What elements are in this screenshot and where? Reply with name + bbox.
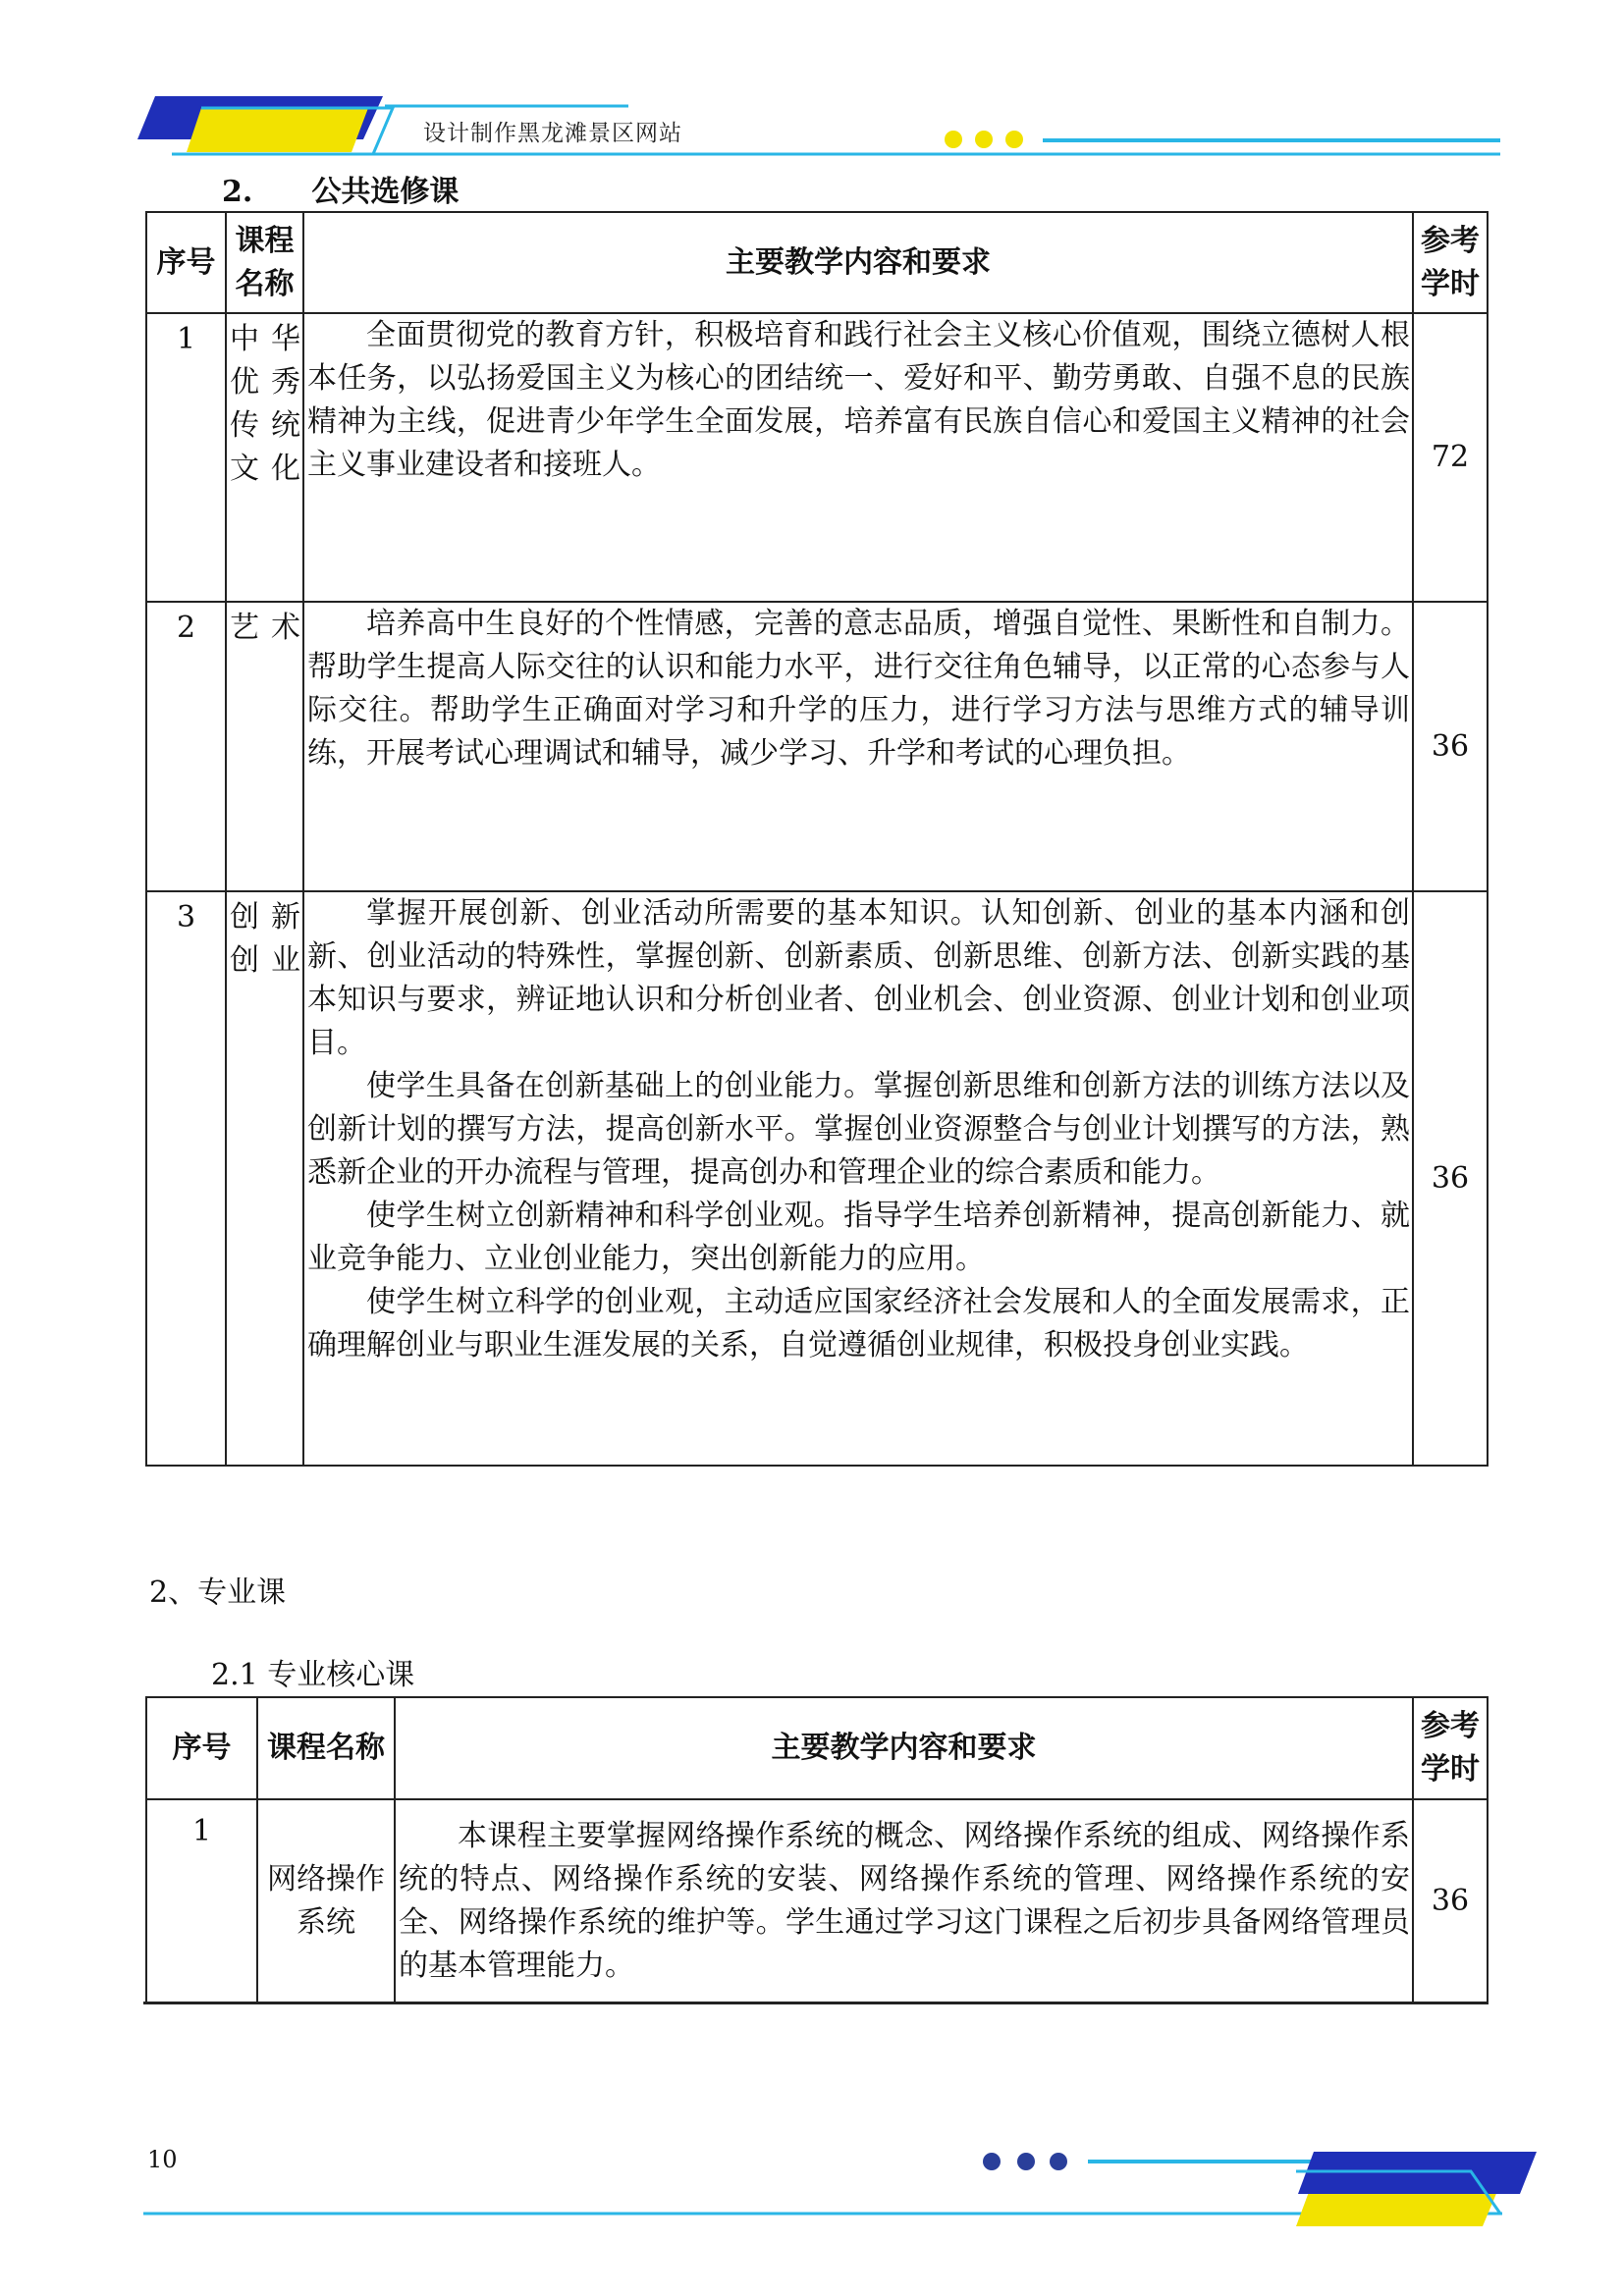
course-hours: 36	[1413, 891, 1488, 1466]
content-paragraph: 使学生树立创新精神和科学创业观。指导学生培养创新精神，提高创新能力、就业竞争能力、立业创业能力，突出创新能力的应用。	[307, 1199, 1410, 1276]
course-content	[303, 891, 1413, 1466]
content-paragraph: 使学生树立科学的创业观，主动适应国家经济社会发展和人的全面发展需求，正确理解创业与职业生涯发展的关系，自觉遵循创业规律，积极投身创业实践。	[307, 1285, 1410, 1362]
header-dot-1	[945, 131, 962, 148]
table-bottom-rule	[143, 2002, 1489, 2004]
course-content	[303, 602, 1413, 891]
col-header-content: 主要教学内容和要求	[303, 212, 1413, 313]
col-header-hours: 参考 学时	[1413, 1697, 1488, 1799]
subsection-heading-core: 2.1 专业核心课	[211, 1658, 415, 1692]
content-paragraph: 掌握开展创新、创业活动所需要的基本知识。认知创新、创业的基本内涵和创新、创业活动的特殊性，掌握创新、创新素质、创新思维、创新方法、创新实践的基本知识与要求，辨证地认识和分析创业者、创业机会、创业资源、创业计划和创业项目。	[307, 896, 1410, 1060]
header-dot-3	[1005, 131, 1023, 148]
table-header-row	[146, 1697, 1488, 1799]
table-row	[146, 313, 1488, 602]
course-name: 网络操作 系统	[257, 1799, 395, 2003]
course-hours: 36	[1413, 1799, 1488, 2003]
page-number: 10	[147, 2146, 178, 2173]
table-row	[146, 1799, 1488, 2003]
col-header-content: 主要教学内容和要求	[395, 1697, 1413, 1799]
content-paragraph: 本课程主要掌握网络操作系统的概念、网络操作系统的组成、网络操作系统的特点、网络操作系统的安装、网络操作系统的管理、网络操作系统的安全、网络操作系统的维护等。学生通过学习这门课程之后初步具备网络管理员的基本管理能力。	[399, 1819, 1410, 1983]
footer-banner-graphic	[0, 2140, 1624, 2258]
content-paragraph: 培养高中生良好的个性情感，完善的意志品质，增强自觉性、果断性和自制力。帮助学生提高人际交往的认识和能力水平，进行交往角色辅导，以正常的心态参与人际交往。帮助学生正确面对学习和升学的压力，进行学习方法与思维方式的辅导训练，开展考试心理调试和辅导，减少学习、升学和考试的心理负担。	[307, 607, 1410, 771]
row-number: 2	[146, 602, 226, 891]
section-heading-public	[222, 167, 459, 210]
header-banner-graphic	[0, 0, 1624, 177]
course-hours: 36	[1413, 602, 1488, 891]
content-paragraph: 使学生具备在创新基础上的创业能力。掌握创新思维和创新方法的训练方法以及创新计划的撰写方法，提高创新水平。掌握创业资源整合与创业计划撰写的方法，熟悉新企业的开办流程与管理，提高创办和管理企业的综合素质和能力。	[307, 1069, 1410, 1190]
public-electives-table	[145, 211, 1489, 1467]
course-content	[395, 1799, 1413, 2003]
table-header-row	[146, 212, 1488, 313]
table-row	[146, 891, 1488, 1466]
col-header-no: 序号	[146, 1697, 257, 1799]
course-name: 创 新 创业	[226, 891, 303, 1466]
course-name: 中 华 优秀 传 统 文化	[226, 313, 303, 602]
row-number: 1	[146, 1799, 257, 2003]
content-paragraph: 全面贯彻党的教育方针，积极培育和践行社会主义核心价值观，围绕立德树人根本任务，以弘扬爱国主义为核心的团结统一、爱好和平、勤劳勇敢、自强不息的民族精神为主线，促进青少年学生全面发展，培养富有民族自信心和爱国主义精神的社会主义事业建设者和接班人。	[307, 318, 1410, 482]
col-header-hours: 参考 学时	[1413, 212, 1488, 313]
header-dot-2	[975, 131, 993, 148]
section-number: 2.	[222, 175, 253, 209]
course-name: 艺术	[226, 602, 303, 891]
table-row	[146, 602, 1488, 891]
col-header-no: 序号	[146, 212, 226, 313]
core-courses-table	[145, 1696, 1489, 2004]
course-hours: 72	[1413, 313, 1488, 602]
header-title: 设计制作黑龙滩景区网站	[423, 121, 682, 146]
section-heading-major: 2、专业课	[149, 1575, 287, 1610]
col-header-name: 课程名称	[257, 1697, 395, 1799]
col-header-name: 课程 名称	[226, 212, 303, 313]
course-content	[303, 313, 1413, 602]
row-number: 3	[146, 891, 226, 1466]
section-title: 公共选修课	[311, 175, 460, 209]
row-number: 1	[146, 313, 226, 602]
